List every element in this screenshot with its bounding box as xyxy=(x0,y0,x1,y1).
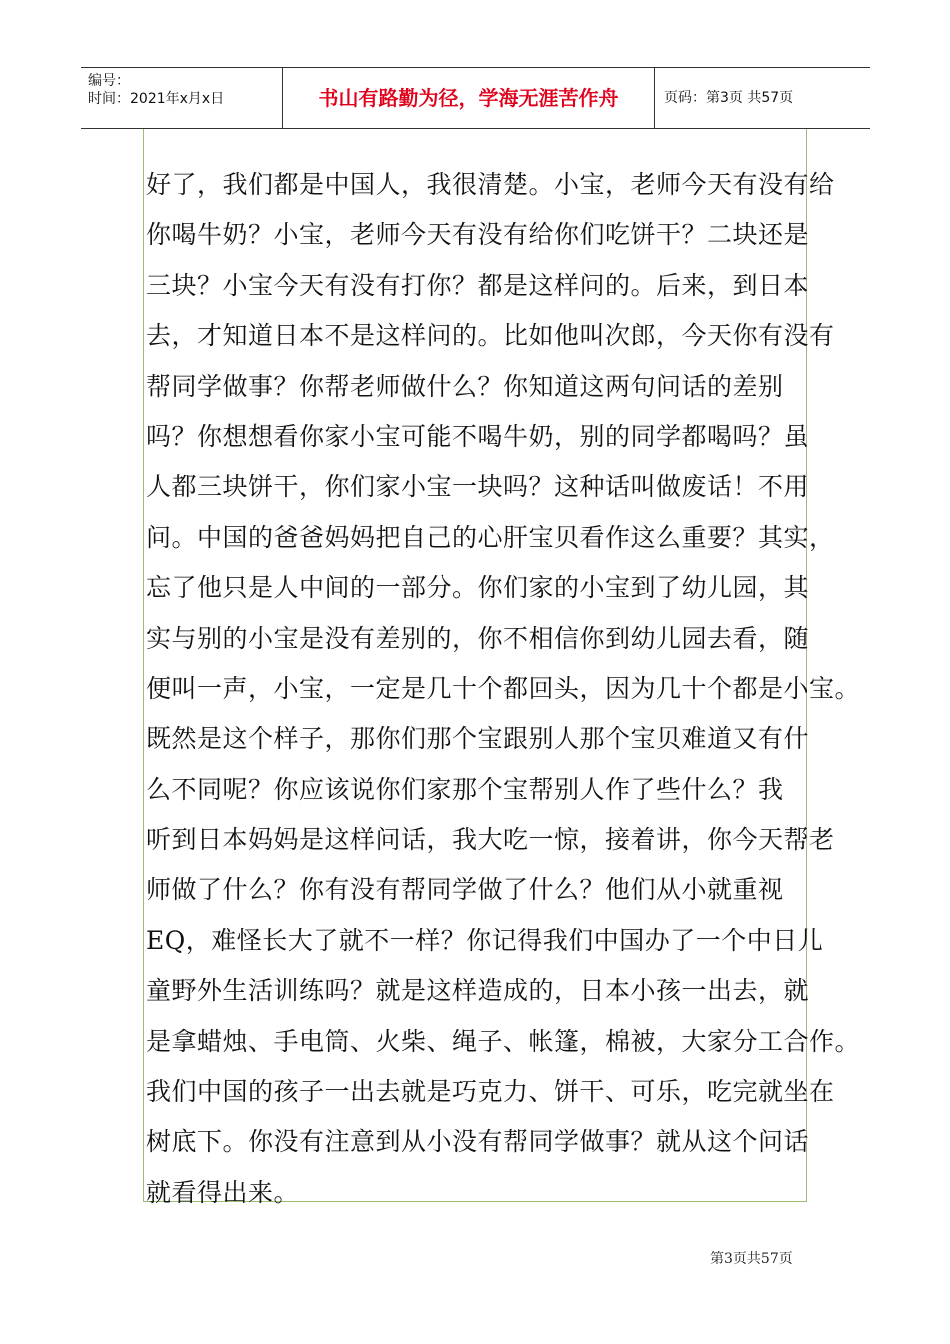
time-label: 时间：2021年x月x日 xyxy=(88,91,225,107)
body-line: 人都三块饼干，你们家小宝一块吗？这种话叫做废话！不用 xyxy=(146,472,810,502)
body-line: 忘了他只是人中间的一部分。你们家的小宝到了幼儿园，其 xyxy=(146,573,810,603)
document-body xyxy=(146,160,861,1218)
number-label: 编号： xyxy=(88,73,130,89)
body-line: 是拿蜡烛、手电筒、火柴、绳子、帐篷，棉被，大家分工合作。 xyxy=(146,1026,861,1056)
body-line: 你喝牛奶？小宝，老师今天有没有给你们吃饼干？二块还是 xyxy=(146,220,810,250)
body-line: 三块？小宝今天有没有打你？都是这样问的。后来，到日本 xyxy=(146,270,810,300)
body-line: 好了，我们都是中国人，我很清楚。小宝，老师今天有没有给 xyxy=(146,170,835,199)
body-line: 童野外生活训练吗？就是这样造成的，日本小孩一出去，就 xyxy=(146,976,810,1006)
body-line: 既然是这个样子，那你们那个宝跟别人那个宝贝难道又有什 xyxy=(146,724,810,754)
body-line: 帮同学做事？你帮老师做什么？你知道这两句问话的差别 xyxy=(146,371,784,401)
page-footer: 第3页共57页 xyxy=(710,1251,793,1267)
body-line: 去，才知道日本不是这样问的。比如他叫次郎，今天你有没有 xyxy=(146,321,835,351)
body-line: 吗？你想想看你家小宝可能不喝牛奶，别的同学都喝吗？虽 xyxy=(146,421,810,451)
body-line: 么不同呢？你应该说你们家那个宝帮别人作了些什么？我 xyxy=(146,774,784,804)
body-line: 我们中国的孩子一出去就是巧克力、饼干、可乐，吃完就坐在 xyxy=(146,1077,835,1107)
page-header xyxy=(81,67,870,129)
body-line: 就看得出来。 xyxy=(146,1177,300,1207)
body-line: 树底下。你没有注意到从小没有帮同学做事？就从这个问话 xyxy=(146,1127,810,1157)
body-line: 听到日本妈妈是这样问话，我大吃一惊，接着讲，你今天帮老 xyxy=(146,825,835,855)
header-motto: 书山有路勤为径，学海无涯苦作舟 xyxy=(283,68,655,128)
body-line: 实与别的小宝是没有差别的，你不相信你到幼儿园去看，随 xyxy=(146,623,810,653)
body-line: 问。中国的爸爸妈妈把自己的心肝宝贝看作这么重要？其实， xyxy=(146,522,835,552)
body-line: 师做了什么？你有没有帮同学做了什么？他们从小就重视 xyxy=(146,875,784,905)
header-info-cell xyxy=(81,68,283,128)
body-line: 便叫一声，小宝，一定是几十个都回头，因为几十个都是小宝。 xyxy=(146,673,861,703)
header-page-label: 页码：第3页 共57页 xyxy=(664,90,794,106)
body-line: EQ，难怪长大了就不一样？你记得我们中国办了一个中日儿 xyxy=(146,925,824,955)
